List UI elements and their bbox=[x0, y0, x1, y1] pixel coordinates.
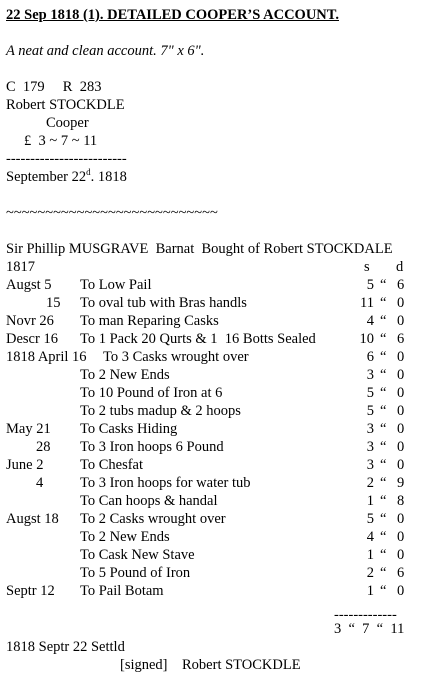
row-date: Septr 12 bbox=[6, 583, 55, 599]
row-ditto-mark: “ bbox=[380, 493, 387, 509]
row-ditto-mark: “ bbox=[380, 457, 387, 473]
row-ditto-mark: “ bbox=[380, 439, 387, 455]
total-rule: ------------- bbox=[334, 607, 397, 623]
column-pence-header: d bbox=[396, 259, 404, 275]
column-shillings-header: s bbox=[364, 259, 370, 275]
row-shillings: 1 bbox=[366, 493, 374, 509]
row-pence: 0 bbox=[397, 385, 405, 401]
row-ditto-mark: “ bbox=[380, 583, 387, 599]
row-ditto-mark: “ bbox=[380, 475, 387, 491]
row-pence: 0 bbox=[397, 511, 405, 527]
row-date: June 2 bbox=[6, 457, 44, 473]
row-pence: 0 bbox=[397, 403, 405, 419]
row-item: To 2 Casks wrought over bbox=[80, 511, 226, 527]
row-shillings: 5 bbox=[366, 511, 374, 527]
row-item: To 2 tubs madup & 2 hoops bbox=[80, 403, 241, 419]
row-pence: 0 bbox=[397, 529, 405, 545]
row-item: To 1 Pack 20 Qurts & 1 16 Botts Sealed bbox=[80, 331, 316, 347]
ref-r: R 283 bbox=[62, 79, 102, 95]
row-pence: 0 bbox=[397, 295, 405, 311]
row-shillings: 2 bbox=[366, 565, 374, 581]
row-ditto-mark: “ bbox=[380, 385, 387, 401]
row-pence: 0 bbox=[397, 421, 405, 437]
row-shillings: 5 bbox=[366, 385, 374, 401]
row-item: To 2 New Ends bbox=[80, 529, 170, 545]
row-pence: 0 bbox=[397, 547, 405, 563]
row-shillings: 1 bbox=[366, 547, 374, 563]
ref-c: C 179 bbox=[6, 79, 45, 95]
docket-amount: £ 3 ~ 7 ~ 11 bbox=[24, 133, 98, 149]
row-date: 28 bbox=[36, 439, 51, 455]
row-item: To Low Pail bbox=[80, 277, 152, 293]
row-date: Augst 5 bbox=[6, 277, 52, 293]
docket-date-sup: d bbox=[86, 167, 91, 178]
settled-note: 1818 Septr 22 Settld bbox=[6, 639, 125, 655]
docket-date-main: September 22 bbox=[6, 169, 87, 185]
row-ditto-mark: “ bbox=[380, 511, 387, 527]
row-shillings: 3 bbox=[366, 421, 374, 437]
tilde-rule: ~~~~~~~~~~~~~~~~~~~~~~~~~~~ bbox=[6, 205, 218, 221]
row-item: To 3 Iron hoops 6 Pound bbox=[80, 439, 224, 455]
docket-name: Robert STOCKDLE bbox=[6, 97, 125, 113]
row-pence: 0 bbox=[397, 439, 405, 455]
row-date: 1818 April 16 bbox=[6, 349, 87, 365]
row-ditto-mark: “ bbox=[380, 331, 387, 347]
row-pence: 6 bbox=[397, 565, 405, 581]
row-shillings: 3 bbox=[366, 457, 374, 473]
row-item: To 2 New Ends bbox=[80, 367, 170, 383]
signed-name: Robert STOCKDLE bbox=[182, 657, 301, 673]
row-date: Novr 26 bbox=[6, 313, 54, 329]
row-ditto-mark: “ bbox=[380, 295, 387, 311]
row-shillings: 10 bbox=[359, 331, 374, 347]
document-title: 22 Sep 1818 (1). DETAILED COOPER’S ACCOUNT. bbox=[6, 7, 339, 23]
row-pence: 6 bbox=[397, 331, 405, 347]
row-ditto-mark: “ bbox=[380, 529, 387, 545]
row-ditto-mark: “ bbox=[380, 313, 387, 329]
account-heading: Sir Phillip MUSGRAVE Barnat Bought of Robert STOCKDALE bbox=[6, 241, 393, 257]
row-pence: 9 bbox=[397, 475, 405, 491]
row-ditto-mark: “ bbox=[380, 367, 387, 383]
row-date: May 21 bbox=[6, 421, 51, 437]
row-ditto-mark: “ bbox=[380, 565, 387, 581]
document-description: A neat and clean account. 7" x 6". bbox=[6, 43, 205, 59]
row-pence: 0 bbox=[397, 349, 405, 365]
row-shillings: 2 bbox=[366, 475, 374, 491]
row-shillings: 1 bbox=[366, 583, 374, 599]
row-shillings: 6 bbox=[366, 349, 374, 365]
row-date: Augst 18 bbox=[6, 511, 59, 527]
row-ditto-mark: “ bbox=[380, 547, 387, 563]
row-item: To 10 Pound of Iron at 6 bbox=[80, 385, 223, 401]
row-shillings: 4 bbox=[366, 313, 374, 329]
signed-marker: [signed] bbox=[120, 657, 168, 673]
row-ditto-mark: “ bbox=[380, 403, 387, 419]
total-amount: 3 “ 7 “ 11 bbox=[334, 621, 405, 637]
row-item: To Casks Hiding bbox=[80, 421, 178, 437]
row-item: To Cask New Stave bbox=[80, 547, 195, 563]
row-item: To Pail Botam bbox=[80, 583, 164, 599]
row-item: To man Reparing Casks bbox=[80, 313, 219, 329]
row-shillings: 3 bbox=[366, 367, 374, 383]
row-shillings: 5 bbox=[366, 277, 374, 293]
row-pence: 6 bbox=[397, 277, 405, 293]
row-pence: 8 bbox=[397, 493, 405, 509]
row-pence: 0 bbox=[397, 367, 405, 383]
docket-occupation: Cooper bbox=[46, 115, 89, 131]
row-ditto-mark: “ bbox=[380, 277, 387, 293]
row-ditto-mark: “ bbox=[380, 349, 387, 365]
row-item: To 5 Pound of Iron bbox=[80, 565, 191, 581]
docket-date-year: . 1818 bbox=[90, 169, 127, 185]
row-shillings: 4 bbox=[366, 529, 374, 545]
row-item: To Chesfat bbox=[80, 457, 144, 473]
row-date: 4 bbox=[36, 475, 44, 491]
row-pence: 0 bbox=[397, 457, 405, 473]
row-shillings: 3 bbox=[366, 439, 374, 455]
account-year: 1817 bbox=[6, 259, 35, 275]
row-item: To oval tub with Bras handls bbox=[80, 295, 247, 311]
signature-line bbox=[120, 656, 301, 674]
reference-numbers bbox=[6, 78, 101, 96]
row-date: 15 bbox=[46, 295, 61, 311]
row-date: Descr 16 bbox=[6, 331, 58, 347]
row-item: To 3 Casks wrought over bbox=[103, 349, 249, 365]
docket-date bbox=[6, 168, 127, 186]
row-pence: 0 bbox=[397, 583, 405, 599]
docket-dashes: ------------------------- bbox=[6, 151, 127, 167]
row-shillings: 11 bbox=[360, 295, 374, 311]
row-item: To 3 Iron hoops for water tub bbox=[80, 475, 251, 491]
row-pence: 0 bbox=[397, 313, 405, 329]
row-item: To Can hoops & handal bbox=[80, 493, 218, 509]
row-ditto-mark: “ bbox=[380, 421, 387, 437]
row-shillings: 5 bbox=[366, 403, 374, 419]
